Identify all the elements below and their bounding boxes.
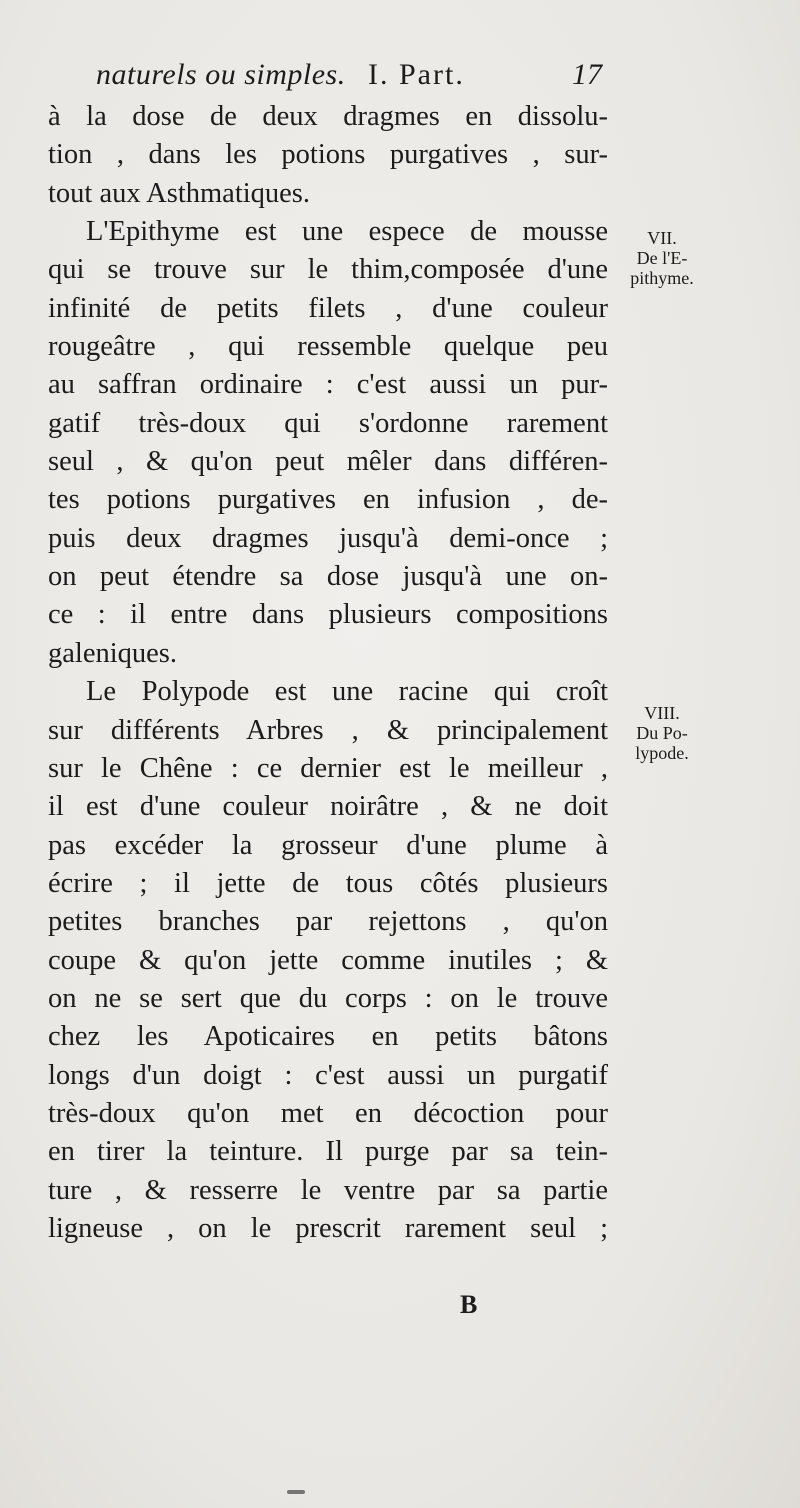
text-line: infinité de petits filets , d'une couleur (48, 292, 608, 324)
text-line: coupe & qu'on jette comme inutiles ; & (48, 944, 608, 976)
text-line: tes potions purgatives en infusion , de- (48, 484, 608, 516)
text-line: petites branches par rejettons , qu'on (48, 906, 608, 938)
text-line: galeniques. (48, 637, 178, 669)
margin-note-numeral: VIII. (644, 703, 680, 723)
body-text (48, 98, 608, 1248)
text-line: pas excéder la grosseur d'une plume à (48, 829, 608, 861)
text-line: ture , & resserre le ventre par sa partie (48, 1174, 608, 1206)
part-label: I. Part. (368, 58, 465, 91)
margin-note-line: lypode. (635, 743, 689, 763)
ink-smudge (287, 1490, 305, 1494)
text-line: longs d'un doigt : c'est aussi un purgatif (48, 1059, 608, 1091)
signature-mark: B (460, 1290, 478, 1319)
text-line: très-doux qu'on met en décoction pour (48, 1097, 608, 1129)
margin-note-line: Du Po- (636, 723, 688, 743)
text-line: chez les Apoticaires en petits bâtons (48, 1021, 608, 1053)
text-line: sur le Chêne : ce dernier est le meilleur , (48, 752, 608, 784)
text-line: il est d'une couleur noirâtre , & ne doit (48, 791, 608, 823)
text-line: gatif très-doux qui s'ordonne rarement (48, 407, 608, 439)
page-number: 17 (572, 58, 602, 91)
text-line: en tirer la teinture. Il purge par sa tein- (48, 1136, 608, 1168)
text-line: au saffran ordinaire : c'est aussi un pur- (48, 369, 608, 401)
text-line: tout aux Asthmatiques. (48, 177, 311, 209)
running-title: naturels ou simples. (96, 58, 346, 91)
paragraph-start-line: L'Epithyme est une espece de mousse (86, 216, 608, 248)
margin-note-line: De l'E- (636, 248, 688, 268)
text-line: on peut étendre sa dose jusqu'à une on- (48, 561, 608, 593)
paragraph-start-line: Le Polypode est une racine qui croît (86, 676, 608, 708)
text-line: on ne se sert que du corps : on le trouve (48, 982, 608, 1014)
text-line: ligneuse , on le prescrit rarement seul ; (48, 1212, 608, 1244)
running-header (96, 58, 602, 98)
margin-note-numeral: VII. (647, 228, 677, 248)
margin-note-polypode (610, 703, 714, 763)
text-line: rougeâtre , qui ressemble quelque peu (48, 331, 608, 363)
text-line: écrire ; il jette de tous côtés plusieurs (48, 867, 608, 899)
text-line: puis deux dragmes jusqu'à demi-once ; (48, 522, 608, 554)
text-line: sur différents Arbres , & principalement (48, 714, 608, 746)
text-line: à la dose de deux dragmes en dissolu- (48, 101, 608, 132)
margin-note-epithyme (610, 228, 714, 288)
text-line: qui se trouve sur le thim,composée d'une (48, 254, 608, 286)
margin-note-line: pithyme. (630, 268, 694, 288)
text-line: ce : il entre dans plusieurs compositions (48, 599, 608, 631)
text-line: tion , dans les potions purgatives , sur- (48, 139, 608, 171)
text-line: seul , & qu'on peut mêler dans différen- (48, 446, 608, 478)
